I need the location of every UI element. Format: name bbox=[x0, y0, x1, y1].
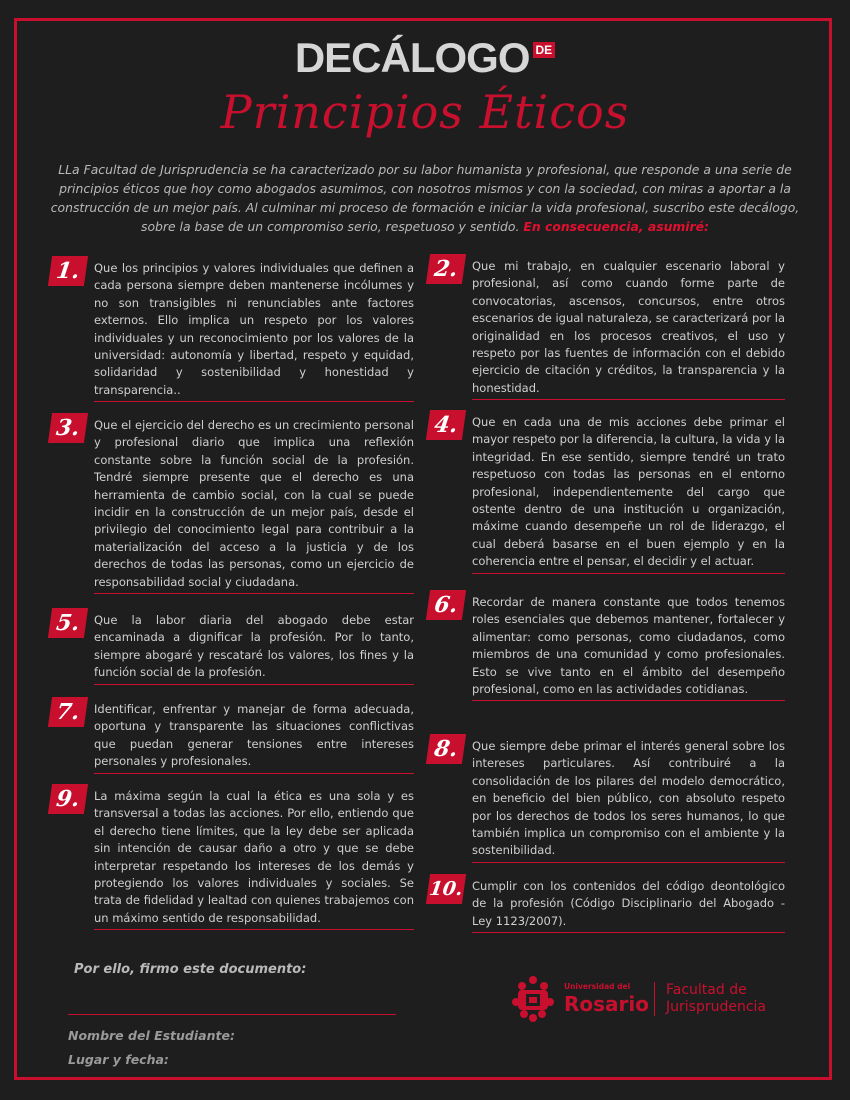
signature-line bbox=[68, 1014, 396, 1015]
principle-number: 9. bbox=[48, 784, 88, 814]
title-main: DECÁLOGO bbox=[294, 34, 530, 81]
title-de-badge: DE bbox=[533, 42, 556, 58]
university-logo bbox=[508, 972, 778, 1024]
principle-text: Que en cada una de mis acciones debe primar el mayor respeto por la diferencia, la cultura, la vida y la integridad. En ese sentido, siempre tendré un trato respetuoso con todas las personas en el entorno profesional, independientemente del cargo que ostente dentro de una institución u organización, máxime cuando desempeñe un rol de liderazgo, el cual deberá basarse en el buen ejemplo y en la coherencia entre el pensar, el decidir y el actuar. bbox=[472, 414, 785, 574]
logo-divider bbox=[654, 982, 655, 1016]
principle-text: Que los principios y valores individuales que definen a cada persona siempre deben mantenerse incólumes y no son transigibles ni renunciables ante factores externos. Ello implica un respeto por los valores individuales y un reconocimiento por los valores de la universidad: autonomía y libertad, respeto y equidad, solidaridad y sostenibilidad y honestidad y transparencia.. bbox=[94, 260, 414, 402]
principle-text: Que la labor diaria del abogado debe estar encaminada a dignificar la profesión. Por lo tanto, siempre abogaré y rescataré los valores, los fines y la función social de la profesión. bbox=[94, 612, 414, 685]
principle-text: La máxima según la cual la ética es una sola y es transversal a todas las acciones. Por ello, entiendo que el derecho tiene límites, que la ley debe ser aplicada sin intención de causar daño a otro y que se debe interpretar respetando los intereses de los demás y protegiendo los valores individuales y sociales. Se trata de fidelidad y lealtad con quienes trabajemos con un máximo sentido de responsabilidad. bbox=[94, 788, 414, 930]
principle-number: 5. bbox=[48, 608, 88, 638]
intro-text: LLa Facultad de Jurisprudencia se ha caracterizado por su labor humanista y profesional, que responde a una serie de principios éticos que hoy como abogados asumimos, con nosotros mismos y con la sociedad, con miras a aportar a la construcción de un mejor país. Al culminar mi proceso de formación e iniciar la vida profesional, suscribo este decálogo, sobre la base de un compromiso serio, respetuoso y sentido. bbox=[50, 162, 800, 234]
rosario-shield-icon bbox=[508, 972, 558, 1024]
principle-number: 6. bbox=[426, 590, 466, 620]
principle-number: 8. bbox=[426, 734, 466, 764]
title-script: Principios Éticos bbox=[220, 85, 630, 139]
principle-text: Que mi trabajo, en cualquier escenario laboral y profesional, así como cuando forme parte de convocatorias, ascensos, concursos, entre otros escenarios de igual naturaleza, se caracterizará por la originalidad en los procesos creativos, el uso y respeto por las fuentes de información con el debido ejercicio de citación y créditos, la transparencia y la honestidad. bbox=[472, 258, 785, 400]
principle-number: 4. bbox=[426, 410, 466, 440]
principle-number: 10. bbox=[426, 874, 466, 904]
signature-label: Por ello, firmo este documento: bbox=[74, 962, 307, 977]
faculty-line-1: Facultad de bbox=[666, 982, 747, 998]
principle-text: Que siempre debe primar el interés general sobre los intereses particulares. Así contribuiré a la consolidación de los pilares del modelo democrático, en beneficio del bien público, con absoluto respeto por los derechos de todos los seres humanos, lo que también implica un compromiso con el ambiente y la sostenibilidad. bbox=[472, 738, 785, 863]
student-name-label: Nombre del Estudiante: bbox=[68, 1028, 235, 1043]
intro-paragraph bbox=[40, 160, 810, 236]
place-date-label: Lugar y fecha: bbox=[68, 1052, 169, 1067]
intro-highlight: En consecuencia, asumiré: bbox=[523, 219, 710, 234]
principle-text: Recordar de manera constante que todos tenemos roles esenciales que debemos mantener, fortalecer y alimentar: como personas, como ciudadanos, como miembros de una comunidad y como profesionales. Esto se vive tanto en el ámbito del desempeño profesional, como en las actividades cotidianas. bbox=[472, 594, 785, 701]
faculty-name bbox=[666, 982, 766, 1016]
principle-text: Que el ejercicio del derecho es un crecimiento personal y profesional diario que implica una reflexión constante sobre la función social de la profesión. Tendré siempre presente que el derecho es una herramienta de cambio social, con la cual se puede incidir en la construcción de un mejor país, desde el privilegio del conocimiento legal para contribuir a la materialización del acceso a la justicia y de los derechos de todas las personas, como un ejercicio de responsabilidad social y ciudadana. bbox=[94, 417, 414, 594]
principle-number: 2. bbox=[426, 254, 466, 284]
university-name-small: Universidad del bbox=[564, 982, 631, 991]
principle-number: 7. bbox=[48, 697, 88, 727]
principle-number: 1. bbox=[48, 256, 88, 286]
university-name-big: Rosario bbox=[564, 992, 649, 1016]
faculty-line-2: Jurisprudencia bbox=[666, 999, 766, 1015]
title-heading bbox=[0, 34, 850, 82]
principle-number: 3. bbox=[48, 413, 88, 443]
principle-text: Cumplir con los contenidos del código deontológico de la profesión (Código Disciplinario del Abogado - Ley 1123/2007). bbox=[472, 878, 785, 933]
principle-text: Identificar, enfrentar y manejar de forma adecuada, oportuna y transparente las situaciones conflictivas que puedan generar tensiones entre intereses personales y profesionales. bbox=[94, 701, 414, 774]
